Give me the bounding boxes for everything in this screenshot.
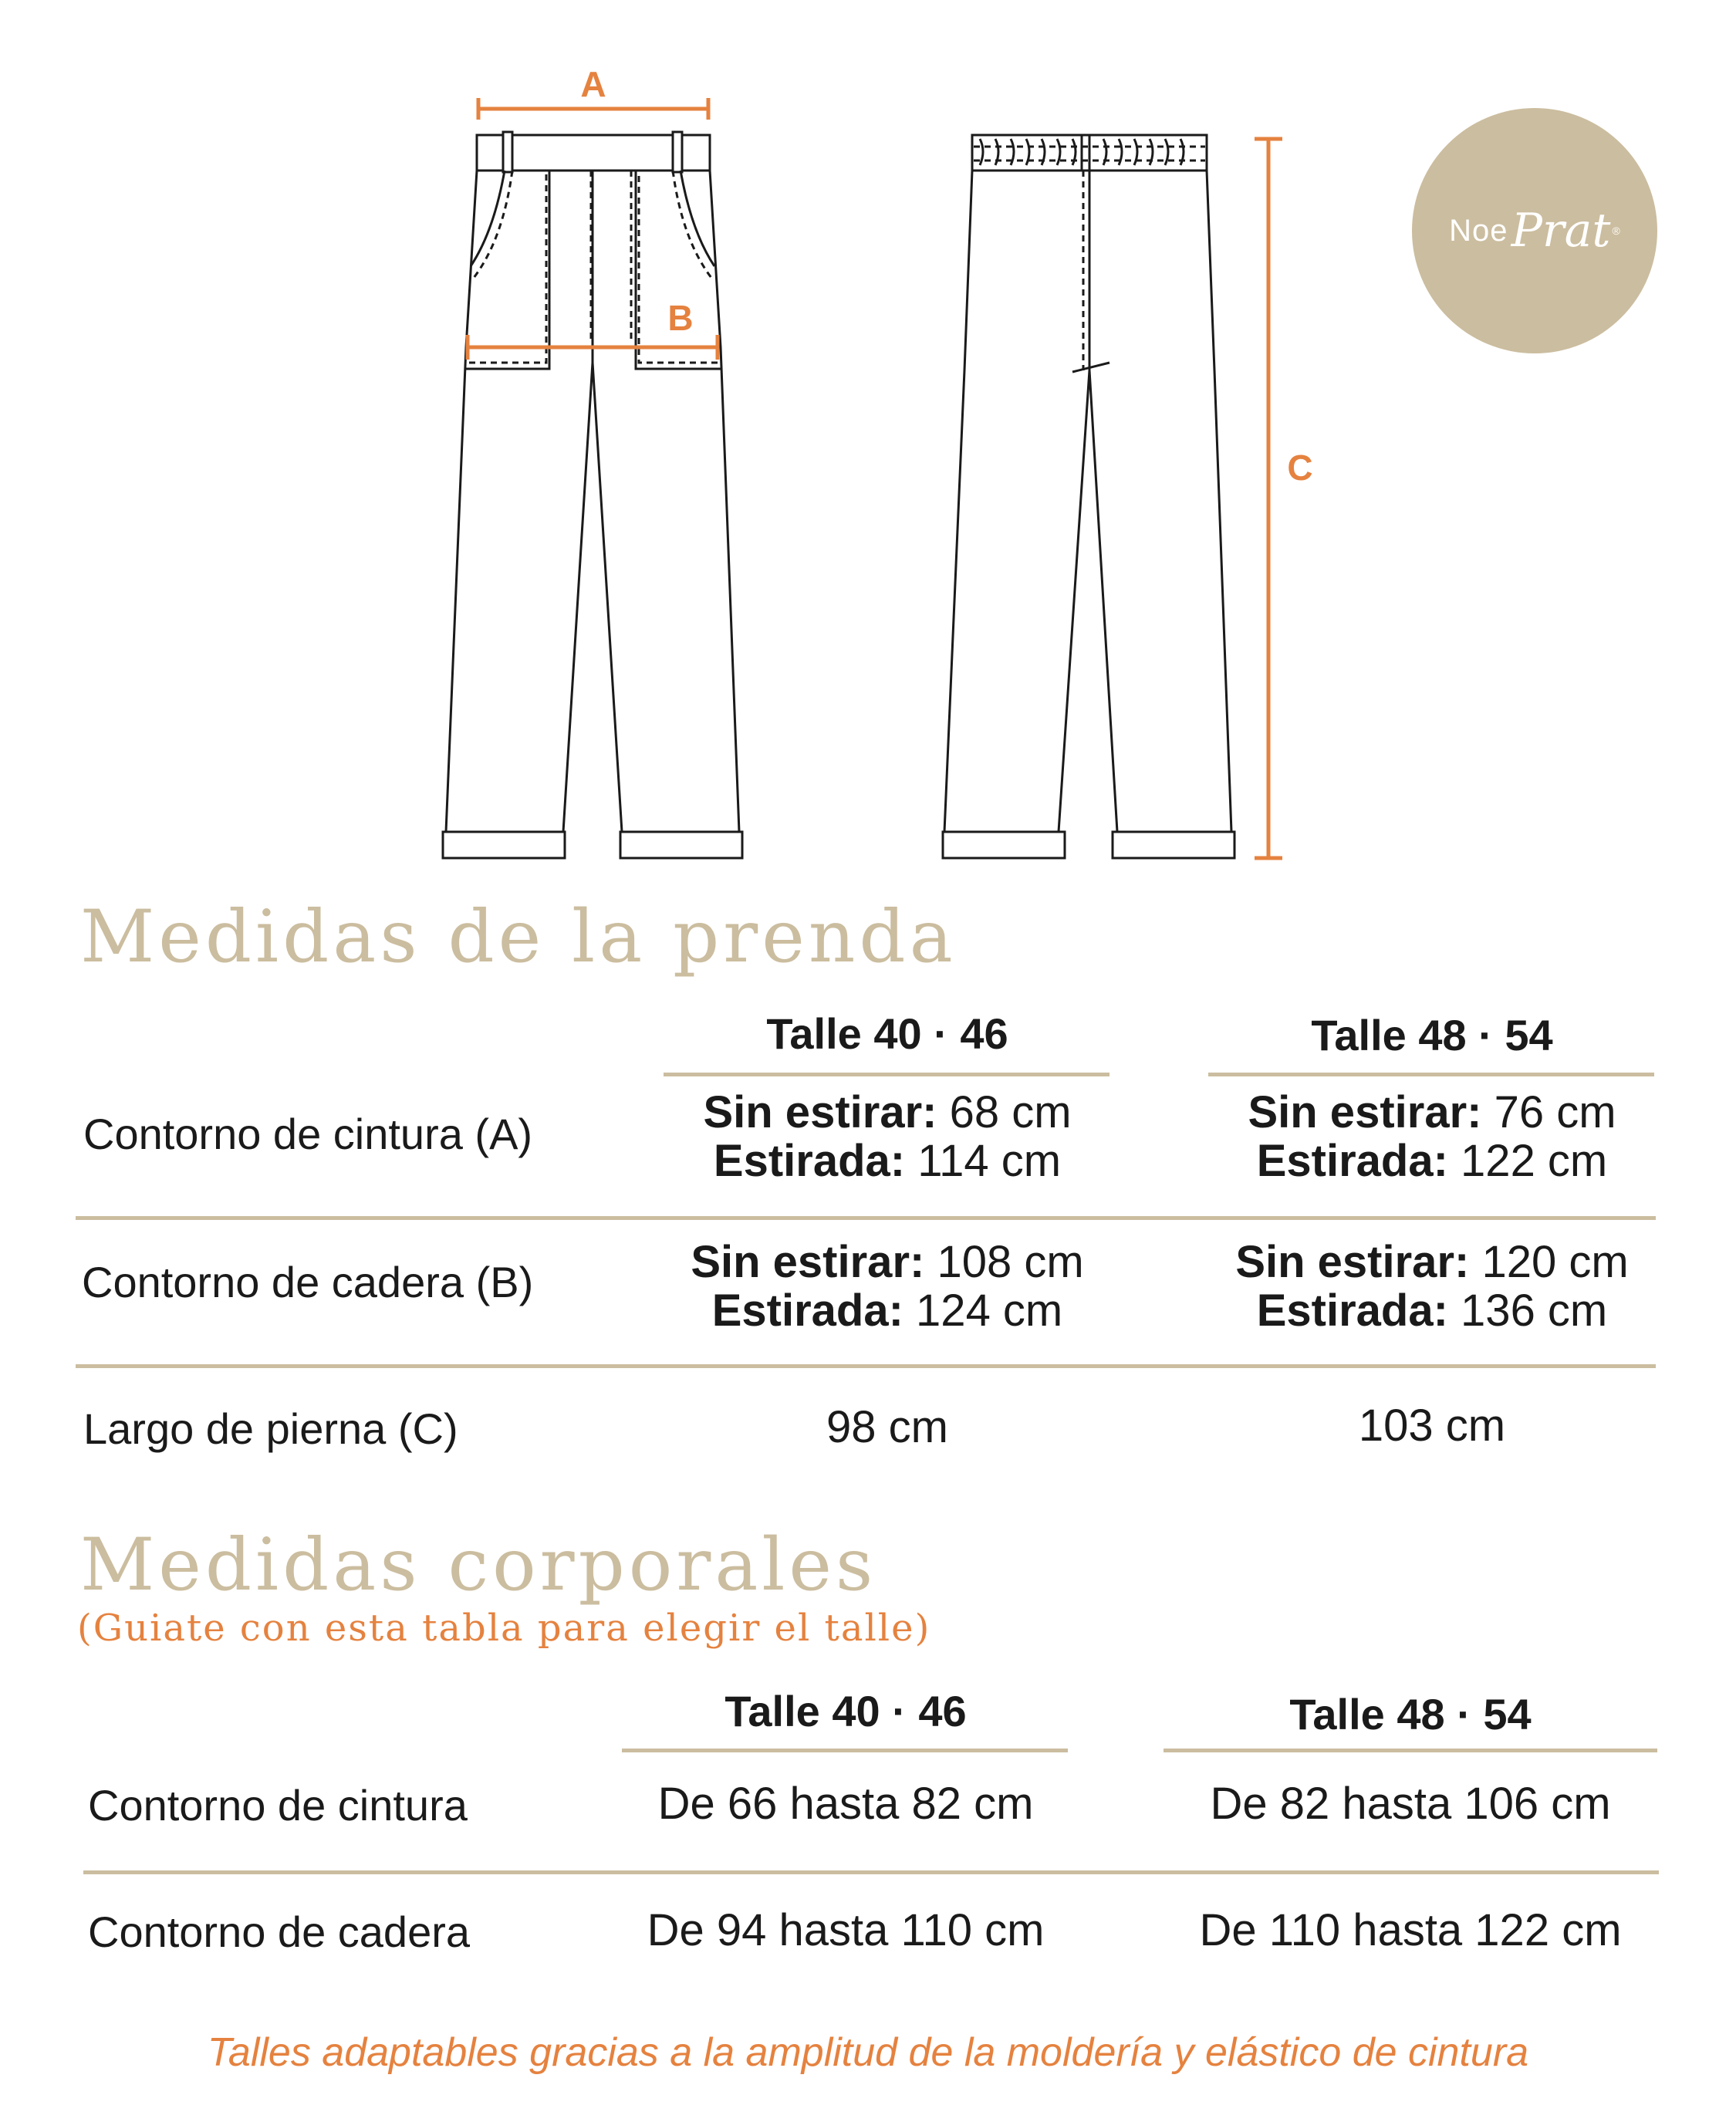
body-hip-size1: De 94 hasta 110 cm [647, 1905, 1045, 1955]
garment-leg-size1: 98 cm [826, 1402, 948, 1452]
dimension-b-label: B [667, 298, 694, 338]
dimension-c-line [1255, 139, 1282, 858]
pants-front-view [443, 132, 742, 858]
logo-registered-mark: ® [1612, 225, 1620, 237]
stretched-value: 114 cm [905, 1136, 1062, 1186]
garment-row-divider-1 [76, 1216, 1656, 1220]
body-hip-size2: De 110 hasta 122 cm [1199, 1905, 1622, 1955]
body-row-divider [83, 1870, 1659, 1874]
stretched-key: Estirada: [1256, 1286, 1448, 1336]
body-row-label-waist: Contorno de cintura [88, 1781, 468, 1830]
garment-waist-size2 [1208, 1088, 1656, 1185]
garment-col-header-1: Talle 40 · 46 [766, 1009, 1008, 1058]
body-measurements-title: Medidas corporales [80, 1523, 877, 1607]
garment-hip-size2 [1208, 1238, 1656, 1335]
stretched-key: Estirada: [711, 1286, 903, 1336]
brand-logo [1412, 108, 1657, 353]
garment-row-label-leg: Largo de pierna (C) [83, 1404, 458, 1453]
unstretched-value: 68 cm [937, 1087, 1072, 1137]
body-col-header-1: Talle 40 · 46 [724, 1687, 967, 1735]
body-col-underline-2 [1164, 1749, 1657, 1752]
unstretched-key: Sin estirar: [1248, 1087, 1482, 1137]
stretched-key: Estirada: [713, 1136, 906, 1186]
stretched-key: Estirada: [1256, 1136, 1448, 1186]
body-waist-size2: De 82 hasta 106 cm [1210, 1779, 1611, 1829]
pants-back-view [943, 135, 1234, 858]
unstretched-key: Sin estirar: [703, 1087, 937, 1137]
garment-col-underline-2 [1208, 1073, 1654, 1076]
unstretched-value: 108 cm [924, 1237, 1084, 1287]
logo-noe-text: Noe [1449, 213, 1508, 248]
garment-row-label-hip: Contorno de cadera (B) [82, 1258, 534, 1306]
garment-row-label-waist: Contorno de cintura (A) [83, 1110, 533, 1158]
stretched-value: 124 cm [903, 1286, 1063, 1336]
garment-hip-size1 [664, 1238, 1111, 1335]
logo-prat-text: Prat [1511, 204, 1611, 258]
unstretched-value: 76 cm [1481, 1087, 1616, 1137]
body-measurements-subtitle: (Guiate con esta tabla para elegir el talle) [77, 1607, 931, 1650]
garment-col-underline-1 [664, 1073, 1109, 1076]
body-waist-size1: De 66 hasta 82 cm [657, 1779, 1034, 1829]
body-col-underline-1 [622, 1749, 1068, 1752]
dimension-c-label: C [1287, 448, 1313, 488]
unstretched-value: 120 cm [1469, 1237, 1629, 1287]
footer-note: Talles adaptables gracias a la amplitud de la moldería y elástico de cintura [207, 2030, 1529, 2075]
garment-row-divider-2 [76, 1364, 1656, 1368]
body-row-label-hip: Contorno de cadera [88, 1907, 471, 1956]
garment-col-header-2: Talle 48 · 54 [1311, 1011, 1553, 1059]
dimension-a-label: A [580, 64, 606, 104]
unstretched-key: Sin estirar: [1235, 1237, 1470, 1287]
garment-waist-size1 [664, 1088, 1111, 1185]
garment-measurements-title: Medidas de la prenda [80, 895, 957, 979]
body-col-header-2: Talle 48 · 54 [1289, 1690, 1532, 1738]
unstretched-key: Sin estirar: [691, 1237, 925, 1287]
stretched-value: 122 cm [1447, 1136, 1608, 1186]
garment-leg-size2: 103 cm [1358, 1401, 1506, 1451]
stretched-value: 136 cm [1447, 1286, 1608, 1336]
